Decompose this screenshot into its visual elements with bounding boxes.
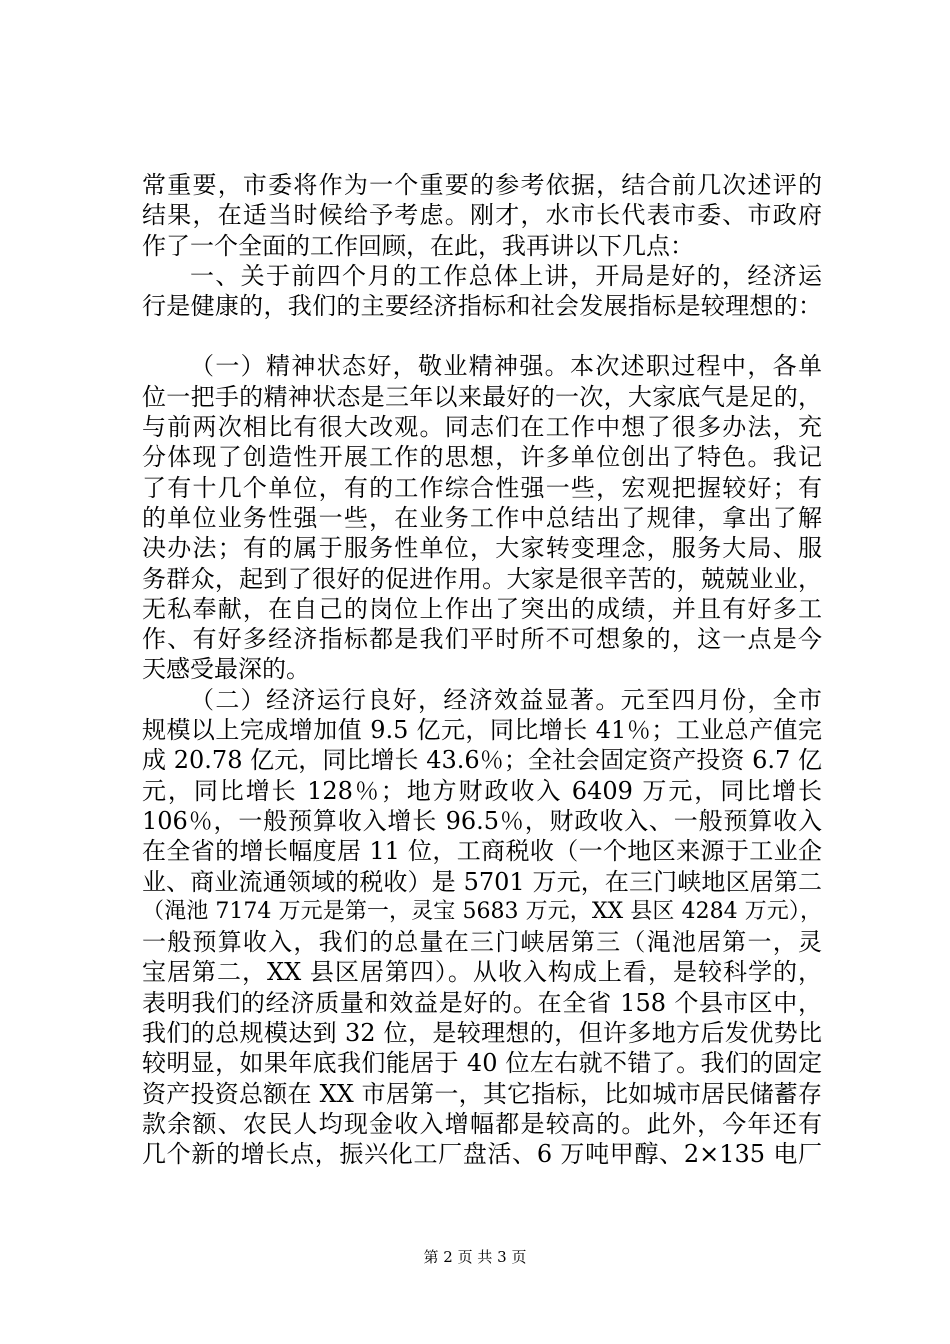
text-line: 款余额、农民人均现金收入增幅都是较高的。此外，今年还有 [142,1109,822,1138]
paragraph-heading-line: 一、关于前四个月的工作总体上讲，开局是好的，经济运 [190,261,822,290]
text-line: 位一把手的精神状态是三年以来最好的一次，大家底气是足的， [142,382,822,411]
text-line: 业、商业流通领域的税收）是 5701 万元，在三门峡地区居第二 [142,867,822,896]
text-line: 的单位业务性强一些，在业务工作中总结出了规律，拿出了解 [142,503,822,532]
text-line: 宝居第二，XX 县区居第四）。从收入构成上看，是较科学的， [142,958,822,987]
text-line: 106％，一般预算收入增长 96.5％，财政收入、一般预算收入 [142,806,822,835]
text-line: 表明我们的经济质量和效益是好的。在全省 158 个县市区中， [142,988,822,1017]
text-line: 与前两次相比有很大改观。同志们在工作中想了很多办法，充 [142,413,822,442]
text-line: （渑池 7174 万元是第一，灵宝 5683 万元，XX 县区 4284 万元）， [142,898,822,924]
text-line: 天感受最深的。 [142,655,310,684]
text-line: 行是健康的，我们的主要经济指标和社会发展指标是较理想的： [142,292,822,321]
text-line: 结果，在适当时候给予考虑。刚才，水市长代表市委、市政府 [142,201,822,230]
paragraph-heading-line: （一）精神状态好，敬业精神强。本次述职过程中，各单 [190,352,822,381]
text-line: 我们的总规模达到 32 位，是较理想的，但许多地方后发优势比 [142,1019,822,1048]
text-line: 作、有好多经济指标都是我们平时所不可想象的，这一点是今 [142,625,822,654]
text-line: 几个新的增长点，振兴化工厂盘活、6 万吨甲醇、2×135 电厂 [142,1140,822,1169]
text-line: 成 20.78 亿元，同比增长 43.6％；全社会固定资产投资 6.7 亿 [142,746,822,775]
text-line: 资产投资总额在 XX 市居第一，其它指标，比如城市居民储蓄存 [142,1079,822,1108]
text-line: 了有十几个单位，有的工作综合性强一些，宏观把握较好；有 [142,473,822,502]
page-footer [0,1246,950,1267]
text-line: 分体现了创造性开展工作的思想，许多单位创出了特色。我记 [142,443,822,472]
text-line: 作了一个全面的工作回顾，在此，我再讲以下几点： [142,231,694,260]
text-line: 规模以上完成增加值 9.5 亿元，同比增长 41％；工业总产值完 [142,716,822,745]
text-line: 无私奉献，在自己的岗位上作出了突出的成绩，并且有好多工 [142,594,822,623]
text-line: 决办法；有的属于服务性单位，大家转变理念，服务大局、服 [142,534,822,563]
text-line: 务群众，起到了很好的促进作用。大家是很辛苦的，兢兢业业， [142,564,822,593]
text-line: 元，同比增长 128％；地方财政收入 6409 万元，同比增长 [142,776,822,805]
document-body [142,170,822,1170]
text-line: 一般预算收入，我们的总量在三门峡居第三（渑池居第一，灵 [142,928,822,957]
paragraph-heading-line: （二）经济运行良好，经济效益显著。元至四月份，全市 [190,685,822,714]
text-line: 较明显，如果年底我们能居于 40 位左右就不错了。我们的固定 [142,1049,822,1078]
text-line: 在全省的增长幅度居 11 位，工商税收（一个地区来源于工业企 [142,837,822,866]
text-line: 常重要，市委将作为一个重要的参考依据，结合前几次述评的 [142,171,822,199]
page-number-label: 第 2 页 共 3 页 [423,1248,527,1266]
